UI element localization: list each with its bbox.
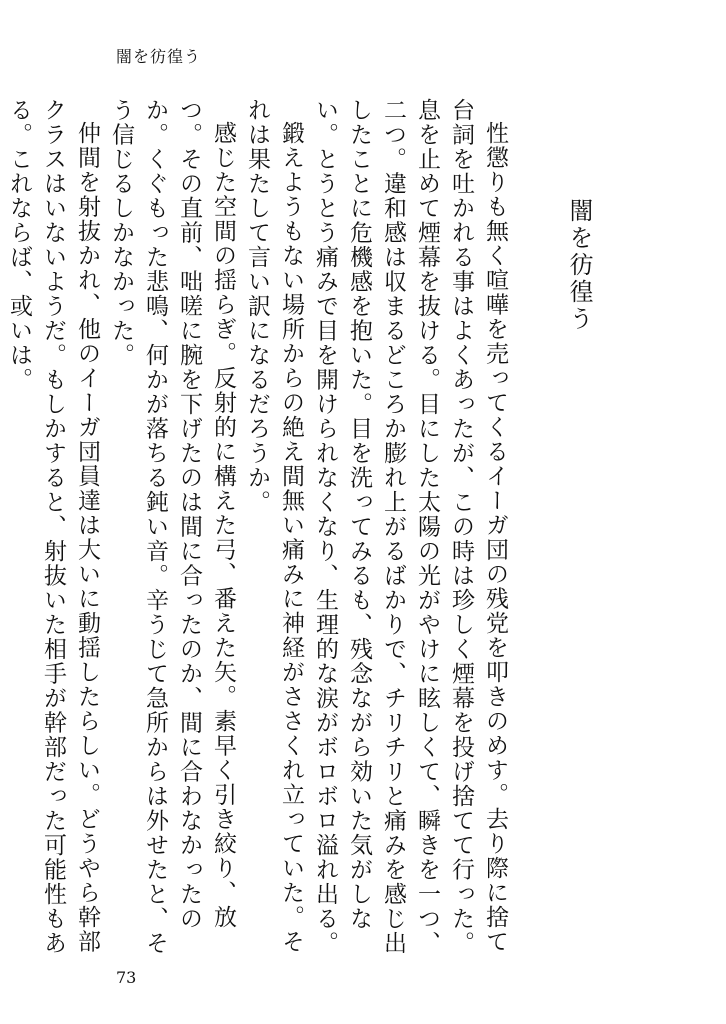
running-header: 闇を彷徨う bbox=[116, 47, 202, 66]
paragraph: 鍛えようもない場所からの絶え間無い痛みに神経がささくれ立っていた。それは果たして言い訳になるだろうか。 bbox=[244, 98, 304, 954]
body-text bbox=[6, 98, 596, 958]
page-number: 73 bbox=[116, 968, 137, 987]
dialogue-line bbox=[0, 98, 2, 958]
chapter-title: 闇を彷徨う bbox=[565, 198, 593, 333]
paragraph: 仲間を射抜かれ、他のイーガ団員達は大いに動揺したらしい。どうやら幹部クラスはいないようだ。もしかすると、射抜いた相手が幹部だった可能性もある。これならば、或いは。 bbox=[6, 98, 100, 956]
paragraph: 感じた空間の揺らぎ。反射的に構えた弓、番えた矢。素早く引き絞り、放つ。その直前、咄嗟に腕を下げたのは間に合ったのか、間に合わなかったのか。くぐもった悲鳴、何かが落ちる鈍い音。辛うじて急所からは外せたと、そう信じるしかなかった。 bbox=[108, 98, 236, 956]
paragraph: 性懲りも無く喧嘩を売ってくるイーガ団の残党を叩きのめす。去り際に捨て台詞を吐かれる事はよくあったが、この時は珍しく煙幕を投げ捨てて行った。息を止めて煙幕を抜ける。目にした太陽の光がやけに眩しくて、瞬きを一つ、二つ。違和感は収まるどころか膨れ上がるばかりで、チリチリと痛みを感じ出したことに危機感を抱いた。目を洗ってみるも、残念ながら効いた気がしない。とうとう痛みで目を開けられなくなり、生理的な涙がボロボロ溢れ出る。 bbox=[312, 98, 508, 956]
